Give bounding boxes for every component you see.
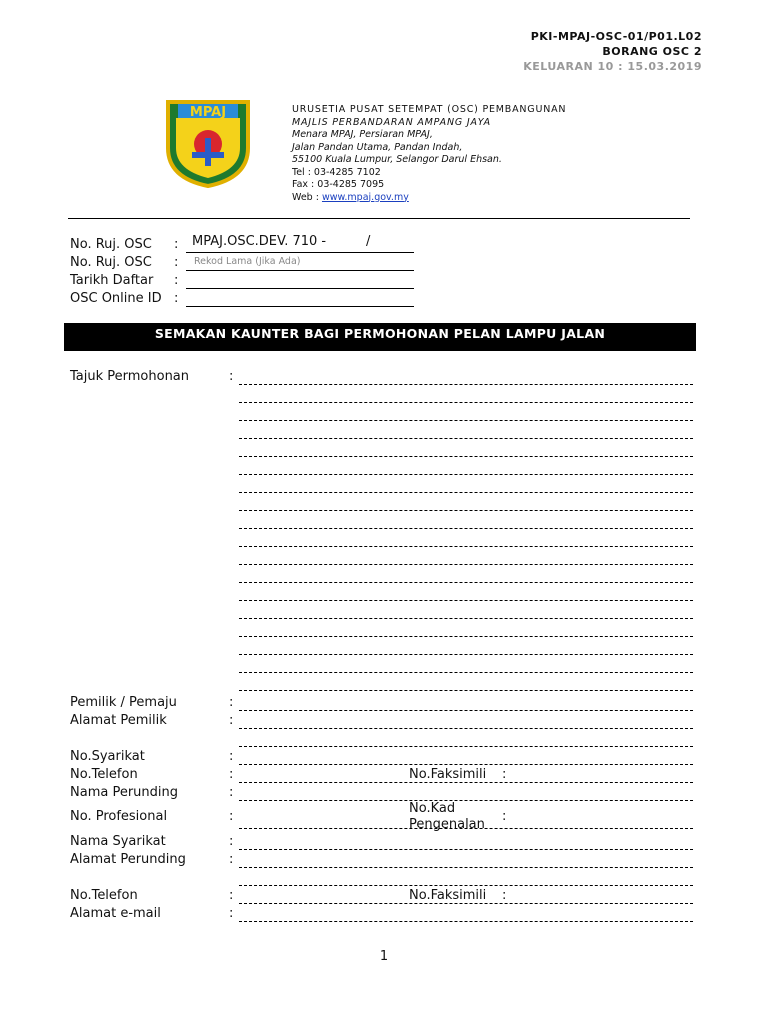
alamat-perunding-line[interactable]: [239, 885, 693, 886]
colon: :: [229, 888, 234, 903]
no-telefon-label: No.Telefon: [70, 767, 138, 782]
colon: :: [229, 767, 234, 782]
org-address1: Menara MPAJ, Persiaran MPAJ,: [292, 129, 433, 140]
alamat-pemilik-line[interactable]: [239, 746, 693, 747]
tajuk-line[interactable]: [239, 546, 693, 547]
tajuk-line[interactable]: [239, 636, 693, 637]
no-ruj-osc-value: MPAJ.OSC.DEV. 710 -: [192, 234, 327, 249]
tarikh-daftar-field[interactable]: [186, 288, 414, 289]
document-code: PKI-MPAJ-OSC-01/P01.L02: [530, 30, 702, 43]
tajuk-line[interactable]: [239, 672, 693, 673]
no-kad-label: No.Kad: [409, 801, 456, 816]
nama-syarikat-line[interactable]: [239, 849, 693, 850]
colon: :: [229, 785, 234, 800]
org-address2: Jalan Pandan Utama, Pandan Indah,: [292, 141, 463, 153]
no-ruj-osc-old-field[interactable]: [186, 270, 414, 271]
colon: :: [174, 273, 179, 288]
no-faksimili-perunding-label: No.Faksimili: [409, 888, 487, 903]
tajuk-line[interactable]: [239, 438, 693, 439]
alamat-perunding-line[interactable]: [239, 867, 693, 868]
colon: :: [502, 888, 507, 903]
pemilik-line[interactable]: [239, 710, 693, 711]
svg-text:MPAJ: MPAJ: [189, 105, 227, 120]
org-line2: MAJLIS PERBANDARAN AMPANG JAYA: [292, 116, 491, 128]
organization-address: [292, 104, 566, 204]
colon: :: [229, 695, 234, 710]
reference-slash: /: [366, 234, 371, 249]
alamat-email-label: Alamat e-mail: [70, 906, 161, 921]
issue-date: KELUARAN 10 : 15.03.2019: [523, 60, 702, 73]
org-line1: URUSETIA PUSAT SETEMPAT (OSC) PEMBANGUNAN: [292, 104, 567, 115]
tajuk-line[interactable]: [239, 582, 693, 583]
colon: :: [502, 767, 507, 782]
alamat-perunding-label: Alamat Perunding: [70, 852, 186, 867]
osc-online-id-label: OSC Online ID: [70, 291, 162, 306]
no-syarikat-line[interactable]: [239, 764, 693, 765]
org-fax: Fax : 03-4285 7095: [292, 179, 385, 190]
colon: :: [229, 834, 234, 849]
org-website-link[interactable]: www.mpaj.gov.my: [321, 191, 409, 203]
colon: :: [229, 906, 234, 921]
colon: :: [174, 255, 179, 270]
page-number: 1: [379, 949, 389, 964]
nama-perunding-label: Nama Perunding: [70, 785, 179, 800]
no-syarikat-label: No.Syarikat: [70, 749, 145, 764]
section-banner: SEMAKAN KAUNTER BAGI PERMOHONAN PELAN LAMPU JALAN: [64, 323, 696, 351]
no-ruj-osc-label: No. Ruj. OSC: [70, 237, 152, 252]
header-divider: [68, 218, 690, 219]
no-ruj-osc-field[interactable]: [186, 252, 414, 253]
org-web-label: Web :: [292, 191, 319, 203]
tajuk-line[interactable]: [239, 456, 693, 457]
no-profesional-label: No. Profesional: [70, 809, 168, 824]
tajuk-line[interactable]: [239, 564, 693, 565]
tajuk-line[interactable]: [239, 510, 693, 511]
colon: :: [229, 809, 234, 824]
colon: :: [229, 852, 234, 867]
no-faksimili-label: No.Faksimili: [409, 767, 487, 782]
pengenalan-label: Pengenalan: [409, 817, 485, 832]
no-ruj-osc-old-label: No. Ruj. OSC: [70, 255, 152, 270]
tajuk-line[interactable]: [239, 384, 693, 385]
tajuk-permohonan-label: Tajuk Permohonan: [70, 369, 190, 384]
colon: :: [502, 809, 507, 824]
tajuk-line[interactable]: [239, 492, 693, 493]
alamat-email-line[interactable]: [239, 921, 693, 922]
mpaj-logo: [162, 96, 254, 188]
no-profesional-line[interactable]: [239, 828, 693, 829]
org-tel: Tel : 03-4285 7102: [292, 166, 381, 178]
nama-perunding-line[interactable]: [239, 800, 693, 801]
no-telefon-perunding-line[interactable]: [239, 903, 693, 904]
tajuk-line[interactable]: [239, 402, 693, 403]
tajuk-line[interactable]: [239, 528, 693, 529]
colon: :: [174, 237, 179, 252]
tajuk-line[interactable]: [239, 654, 693, 655]
tajuk-line[interactable]: [239, 690, 693, 691]
colon: :: [174, 291, 179, 306]
tarikh-daftar-label: Tarikh Daftar: [70, 273, 154, 288]
alamat-pemilik-line[interactable]: [239, 728, 693, 729]
tajuk-line[interactable]: [239, 600, 693, 601]
colon: :: [229, 713, 234, 728]
form-name: BORANG OSC 2: [602, 45, 702, 58]
old-record-hint: Rekod Lama (Jika Ada): [194, 256, 301, 267]
osc-online-id-field[interactable]: [186, 306, 414, 307]
no-telefon-perunding-label: No.Telefon: [70, 888, 138, 903]
alamat-pemilik-label: Alamat Pemilik: [70, 713, 167, 728]
colon: :: [229, 369, 234, 384]
no-telefon-line[interactable]: [239, 782, 693, 783]
pemilik-pemaju-label: Pemilik / Pemaju: [70, 695, 177, 710]
tajuk-line[interactable]: [239, 618, 693, 619]
org-address3: 55100 Kuala Lumpur, Selangor Darul Ehsan.: [292, 154, 502, 165]
tajuk-line[interactable]: [239, 420, 693, 421]
tajuk-line[interactable]: [239, 474, 693, 475]
colon: :: [229, 749, 234, 764]
nama-syarikat-label: Nama Syarikat: [70, 834, 166, 849]
